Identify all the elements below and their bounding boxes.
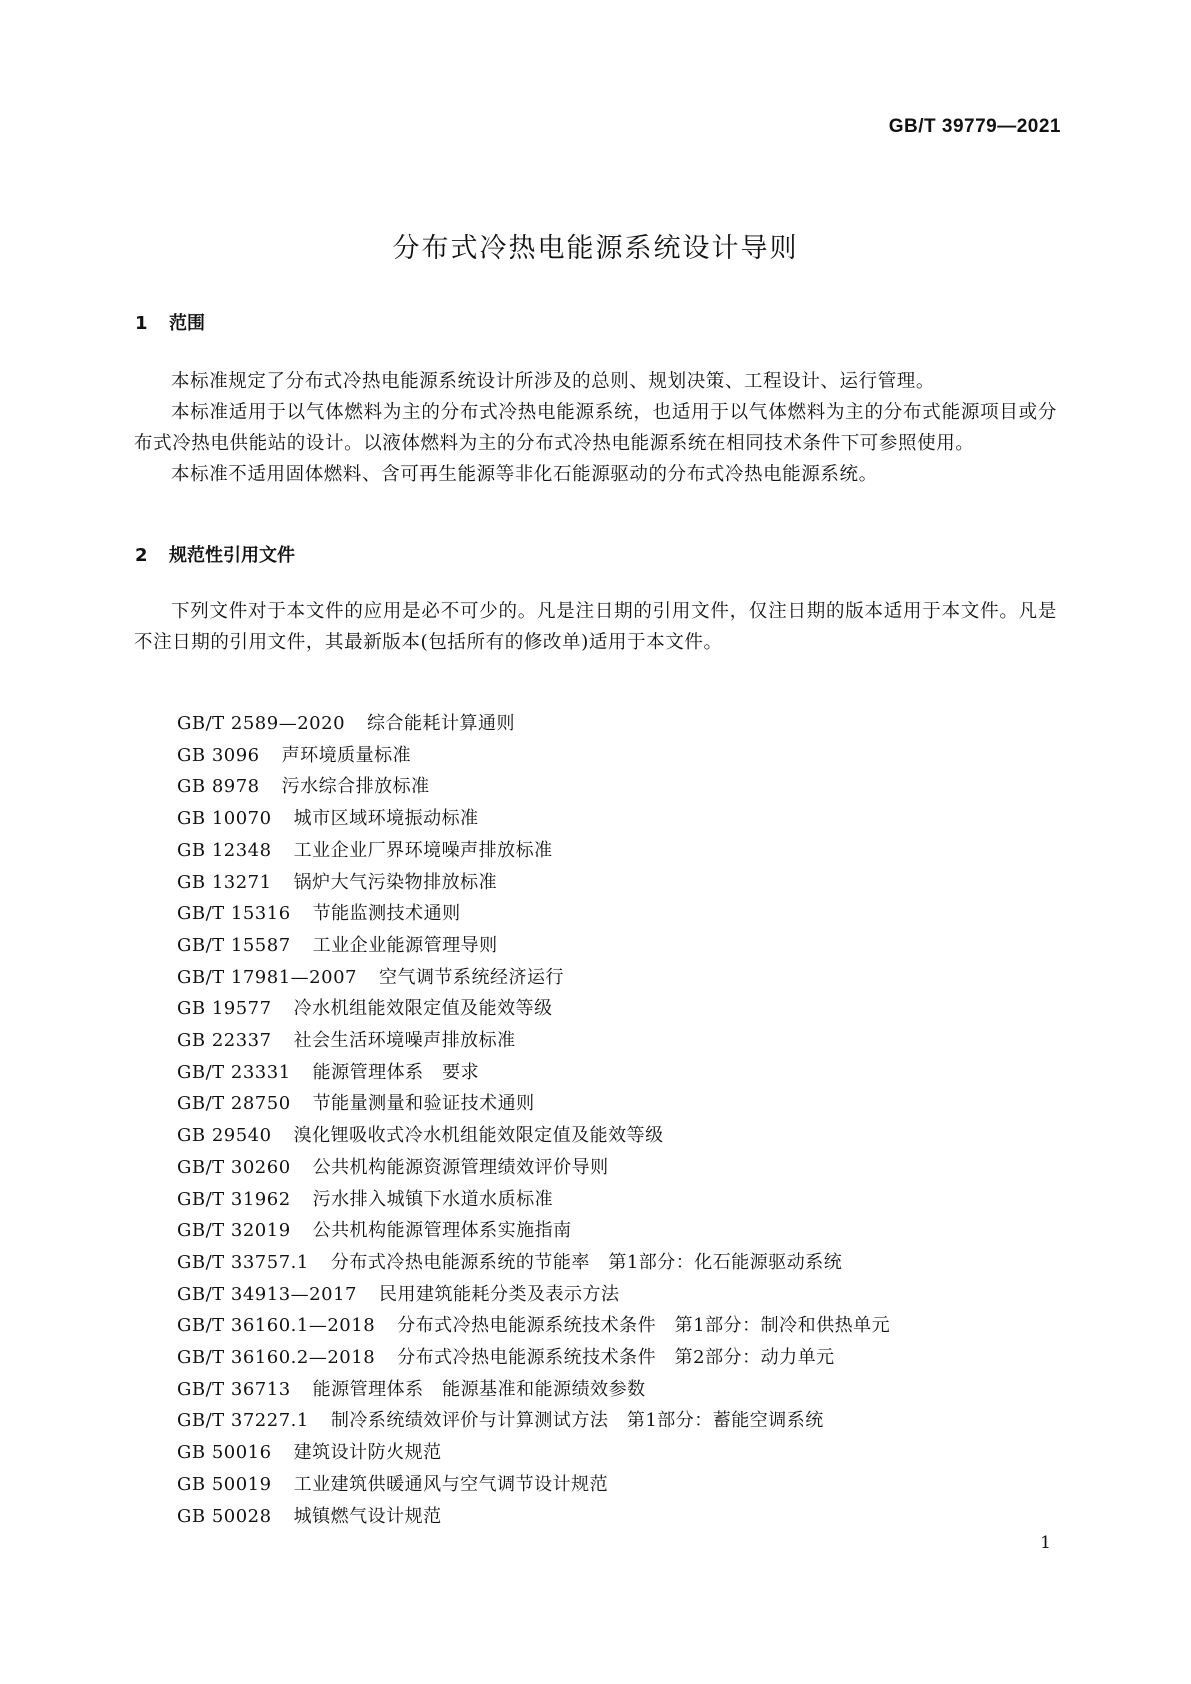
reference-title: 制冷系统绩效评价与计算测试方法 第1部分：蓄能空调系统 <box>330 1410 824 1432</box>
reference-item <box>177 898 890 930</box>
reference-code: GB/T 2589—2020 <box>177 713 346 734</box>
document-title: 分布式冷热电能源系统设计导则 <box>392 233 799 264</box>
reference-code: GB 22337 <box>177 1030 272 1052</box>
reference-item <box>177 1184 890 1216</box>
reference-code: GB/T 28750 <box>177 1093 291 1115</box>
reference-item <box>177 1374 890 1406</box>
reference-code: GB/T 34913—2017 <box>177 1283 357 1305</box>
reference-title: 建筑设计防火规范 <box>293 1442 442 1464</box>
section-1-number: 1 <box>135 313 148 334</box>
reference-code: GB/T 36160.1—2018 <box>177 1315 376 1337</box>
reference-title: 污水排入城镇下水道水质标准 <box>312 1188 554 1210</box>
reference-title: 分布式冷热电能源系统技术条件 第1部分：制冷和供热单元 <box>397 1315 891 1337</box>
section-1-title: 范围 <box>169 313 205 334</box>
reference-title: 工业企业厂界环境噪声排放标准 <box>293 839 553 861</box>
reference-item <box>177 1152 890 1184</box>
reference-code: GB/T 37227.1 <box>177 1410 309 1432</box>
normative-references-list <box>177 708 890 1532</box>
reference-code: GB/T 15316 <box>177 903 291 925</box>
section-2-title: 规范性引用文件 <box>169 545 295 566</box>
reference-item <box>177 867 890 899</box>
scope-paragraph-1: 本标准规定了分布式冷热电能源系统设计所涉及的总则、规划决策、工程设计、运行管理。 <box>171 371 936 392</box>
reference-code: GB/T 15587 <box>177 934 291 956</box>
reference-title: 分布式冷热电能源系统的节能率 第1部分：化石能源驱动系统 <box>330 1251 843 1273</box>
reference-item <box>177 1342 890 1374</box>
reference-code: GB 50019 <box>177 1473 272 1495</box>
reference-code: GB 50016 <box>177 1442 272 1464</box>
reference-title: 溴化锂吸收式冷水机组能效限定值及能效等级 <box>293 1125 664 1147</box>
reference-code: GB/T 17981—2007 <box>177 966 357 988</box>
reference-title: 节能量测量和验证技术通则 <box>312 1093 535 1115</box>
scope-paragraph-3: 本标准不适用固体燃料、含可再生能源等非化石能源驱动的分布式冷热电能源系统。 <box>171 464 878 485</box>
reference-code: GB/T 32019 <box>177 1220 291 1242</box>
reference-title: 公共机构能源管理体系实施指南 <box>312 1220 572 1242</box>
reference-title: 民用建筑能耗分类及表示方法 <box>378 1283 620 1305</box>
reference-code: GB/T 31962 <box>177 1188 291 1210</box>
reference-code: GB 8978 <box>177 776 260 798</box>
reference-item <box>177 1501 890 1533</box>
reference-title: 空气调节系统经济运行 <box>378 966 564 988</box>
reference-code: GB 10070 <box>177 808 272 830</box>
reference-item <box>177 1088 890 1120</box>
reference-item <box>177 1247 890 1279</box>
reference-title: 冷水机组能效限定值及能效等级 <box>293 998 553 1020</box>
reference-title: 城市区域环境振动标准 <box>293 808 479 830</box>
scope-paragraph-2: 本标准适用于以气体燃料为主的分布式冷热电能源系统，也适用于以气体燃料为主的分布式能源项目或分布式冷热电供能站的设计。以液体燃料为主的分布式冷热电能源系统在相同技术条件下可参照使用。 <box>134 402 1057 454</box>
reference-item <box>177 993 890 1025</box>
reference-title: 社会生活环境噪声排放标准 <box>293 1030 516 1052</box>
reference-code: GB 50028 <box>177 1505 272 1527</box>
section-2-heading <box>135 544 295 568</box>
reference-item <box>177 1405 890 1437</box>
reference-code: GB 3096 <box>177 744 260 766</box>
reference-title: 节能监测技术通则 <box>312 903 461 925</box>
page-number: 1 <box>1040 1533 1051 1553</box>
reference-item <box>177 1437 890 1469</box>
reference-title: 综合能耗计算通则 <box>367 713 516 734</box>
reference-code: GB/T 23331 <box>177 1061 291 1083</box>
reference-title: 声环境质量标准 <box>281 744 412 766</box>
reference-title: 能源管理体系 要求 <box>312 1061 480 1083</box>
reference-item <box>177 740 890 772</box>
reference-item <box>177 1279 890 1311</box>
reference-item <box>177 930 890 962</box>
section-1-heading <box>135 312 205 336</box>
reference-code: GB/T 36713 <box>177 1378 291 1400</box>
reference-title: 公共机构能源资源管理绩效评价导则 <box>312 1156 609 1178</box>
reference-item <box>177 771 890 803</box>
references-intro-paragraph: 下列文件对于本文件的应用是必不可少的。凡是注日期的引用文件，仅注日期的版本适用于本文件。凡是不注日期的引用文件，其最新版本(包括所有的修改单)适用于本文件。 <box>134 601 1057 653</box>
reference-code: GB/T 33757.1 <box>177 1251 309 1273</box>
reference-item <box>177 1120 890 1152</box>
reference-item <box>177 1025 890 1057</box>
section-2-number: 2 <box>135 545 148 566</box>
reference-title: 城镇燃气设计规范 <box>293 1505 442 1527</box>
reference-code: GB 13271 <box>177 871 272 893</box>
reference-item <box>177 1469 890 1501</box>
reference-item <box>177 1310 890 1342</box>
reference-title: 工业建筑供暖通风与空气调节设计规范 <box>293 1473 609 1495</box>
reference-title: 分布式冷热电能源系统技术条件 第2部分：动力单元 <box>397 1347 835 1369</box>
reference-title: 工业企业能源管理导则 <box>312 934 498 956</box>
reference-code: GB 19577 <box>177 998 272 1020</box>
reference-item <box>177 803 890 835</box>
reference-title: 锅炉大气污染物排放标准 <box>293 871 498 893</box>
reference-item <box>177 708 890 740</box>
standard-code: GB/T 39779—2021 <box>888 116 1061 137</box>
section-2-intro <box>134 596 1057 658</box>
reference-code: GB 12348 <box>177 839 272 861</box>
reference-code: GB 29540 <box>177 1125 272 1147</box>
reference-item <box>177 835 890 867</box>
reference-item <box>177 1057 890 1089</box>
reference-code: GB/T 36160.2—2018 <box>177 1347 376 1369</box>
reference-title: 污水综合排放标准 <box>281 776 430 798</box>
section-1-body <box>134 366 1057 490</box>
reference-item <box>177 962 890 994</box>
reference-code: GB/T 30260 <box>177 1156 291 1178</box>
reference-item <box>177 1215 890 1247</box>
reference-title: 能源管理体系 能源基准和能源绩效参数 <box>312 1378 646 1400</box>
